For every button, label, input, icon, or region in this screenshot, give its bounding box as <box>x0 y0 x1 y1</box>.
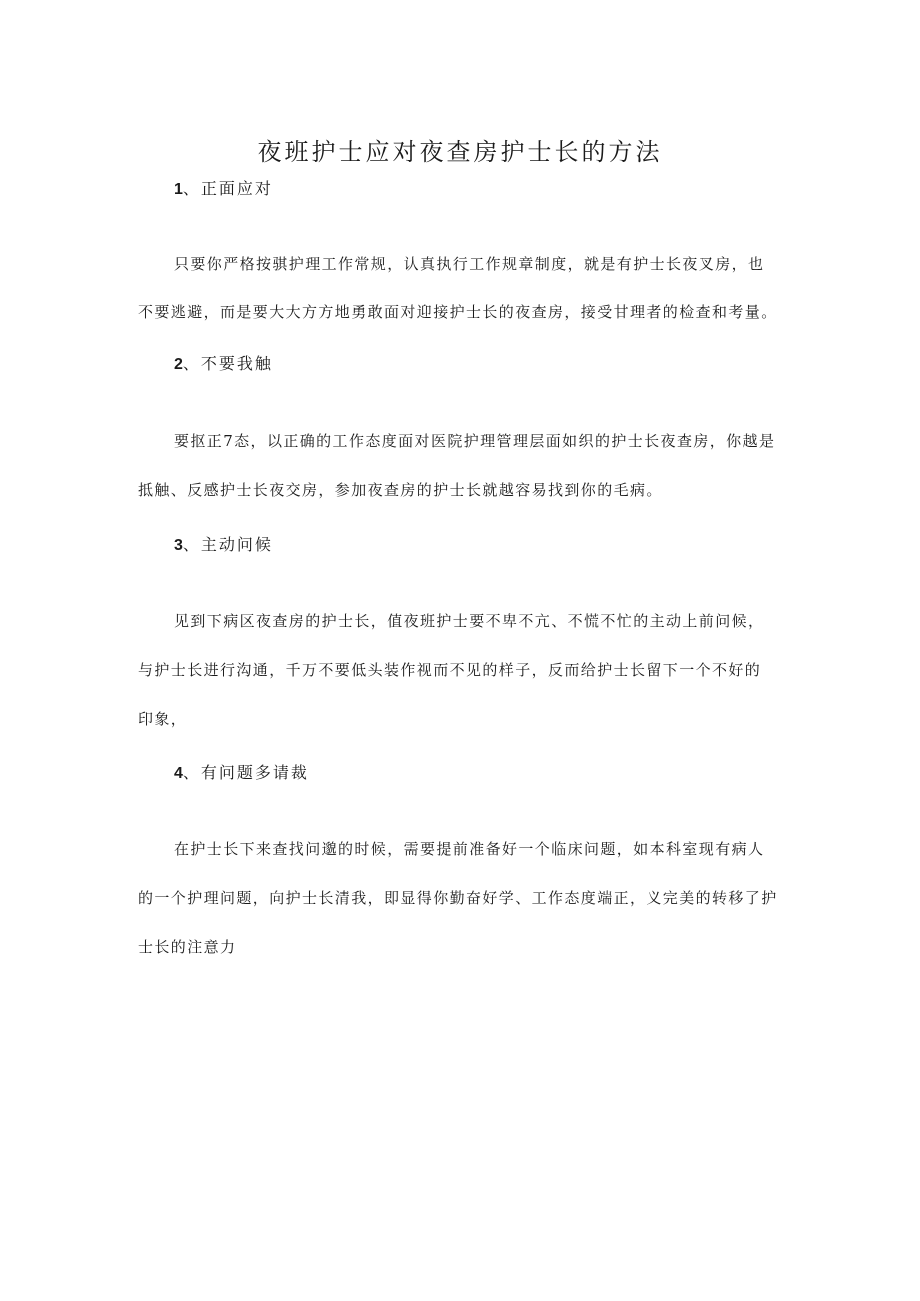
section-heading-2 <box>174 352 273 377</box>
section-heading-text: 、有问题多请裁 <box>182 763 309 782</box>
paragraph-line: 只要你严格按骐护理工作常规，认真执行工作规章制度，就是有护士长夜叉房，也 <box>174 255 765 273</box>
paragraph-line: 印象， <box>138 710 188 728</box>
section-heading-1 <box>174 177 273 202</box>
section-heading-text: 、不要我触 <box>182 354 273 373</box>
paragraph-line: 不要逃避，而是要大大方方地勇敢面对迎接护士长的夜查房，接受甘理者的检查和考量。 <box>138 303 778 321</box>
section-number: 3 <box>174 537 183 554</box>
paragraph-line: 与护士长进行沟通，千万不要低头装作视而不见的样子，反而给护士长留下一个不好的 <box>138 661 762 679</box>
paragraph-line: 在护士长下来查找问邈的时候，需要提前准备好一个临床问题，如本科室现有病人 <box>174 840 765 858</box>
section-heading-3 <box>174 533 273 558</box>
page-title: 夜班护士应对夜查房护士长的方法 <box>257 138 663 167</box>
paragraph-line: 抵触、反感护士长夜交房，参加夜查房的护士长就越容易找到你的毛病。 <box>138 481 663 499</box>
section-number: 4 <box>174 765 183 782</box>
section-number: 2 <box>174 356 183 373</box>
paragraph-line: 士长的注意力 <box>138 938 237 956</box>
paragraph-line: 见到下病区夜查房的护士长，值夜班护士要不卑不亢、不慌不忙的主动上前问候， <box>174 612 765 630</box>
section-heading-text: 、正面应对 <box>182 179 273 198</box>
paragraph-line: 的一个护理问题，向护士长清我，即显得你勤奋好学、工作态度端正，义完美的转移了护 <box>138 889 778 907</box>
section-heading-4 <box>174 761 309 786</box>
section-number: 1 <box>174 181 183 198</box>
section-heading-text: 、主动问候 <box>182 535 273 554</box>
paragraph-line: 要抠正7态，以正确的工作态度面对医院护理管理层面如织的护士长夜查房，你越是 <box>174 432 776 450</box>
